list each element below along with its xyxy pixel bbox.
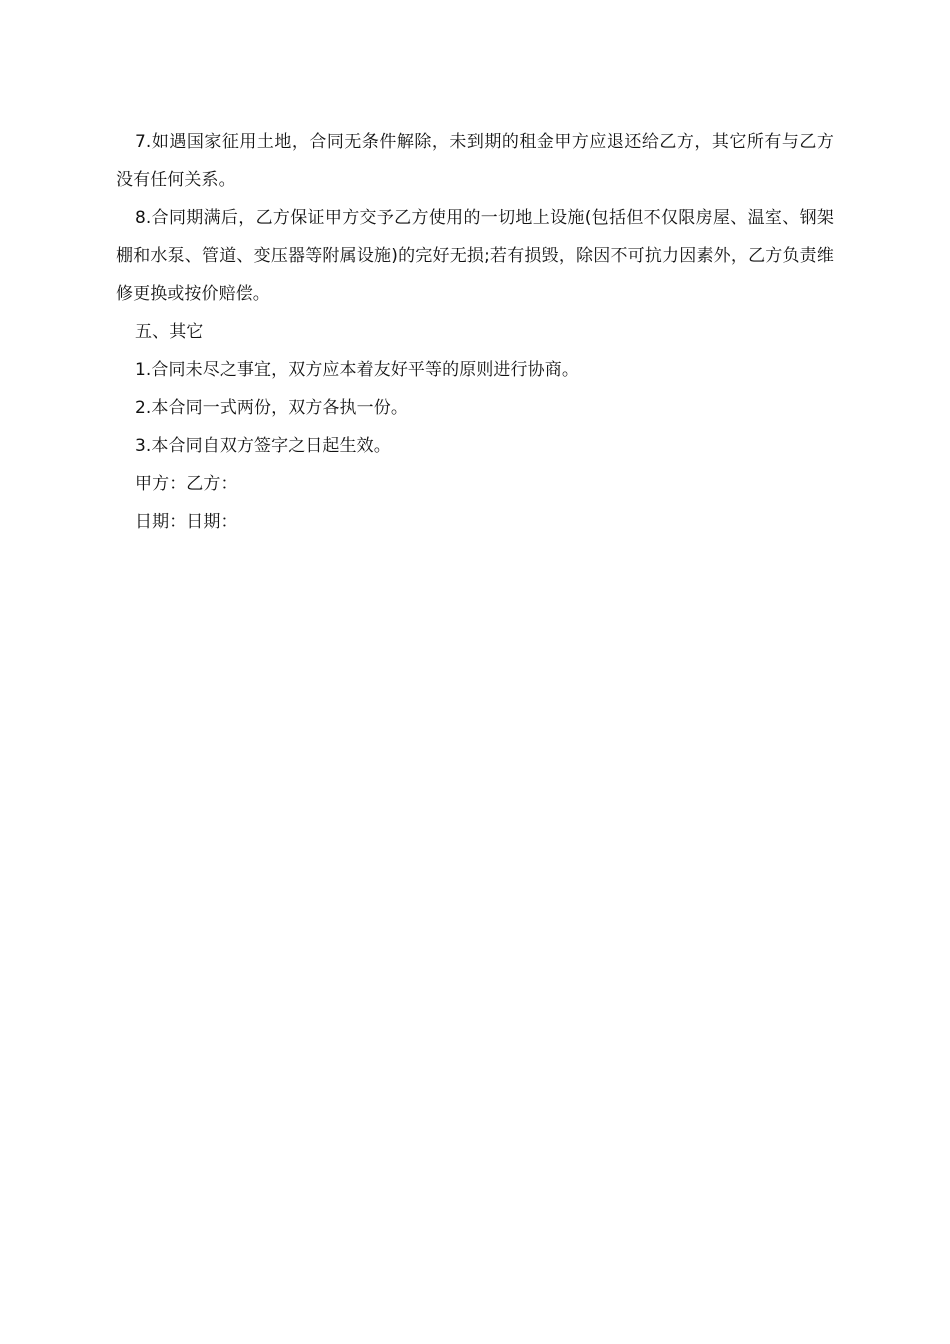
section-heading-other: 五、其它 (135, 322, 204, 342)
document-body (116, 123, 834, 541)
date-line: 日期：日期： (135, 512, 238, 532)
clause-8-paragraph: 8.合同期满后，乙方保证甲方交予乙方使用的一切地上设施(包括但不仅限房屋、温室、钢架棚和水泵、管道、变压器等附属设施)的完好无损;若有损毁，除因不可抗力因素外，乙方负责维修更换或按价赔偿。 (116, 208, 834, 304)
other-clause-1: 1.合同未尽之事宜，双方应本着友好平等的原则进行协商。 (135, 360, 579, 380)
other-clause-3: 3.本合同自双方签字之日起生效。 (135, 436, 391, 456)
clause-7-paragraph: 7.如遇国家征用土地，合同无条件解除，未到期的租金甲方应退还给乙方，其它所有与乙方没有任何关系。 (116, 132, 834, 190)
signature-line: 甲方：乙方： (135, 474, 238, 494)
other-clause-2: 2.本合同一式两份，双方各执一份。 (135, 398, 408, 418)
